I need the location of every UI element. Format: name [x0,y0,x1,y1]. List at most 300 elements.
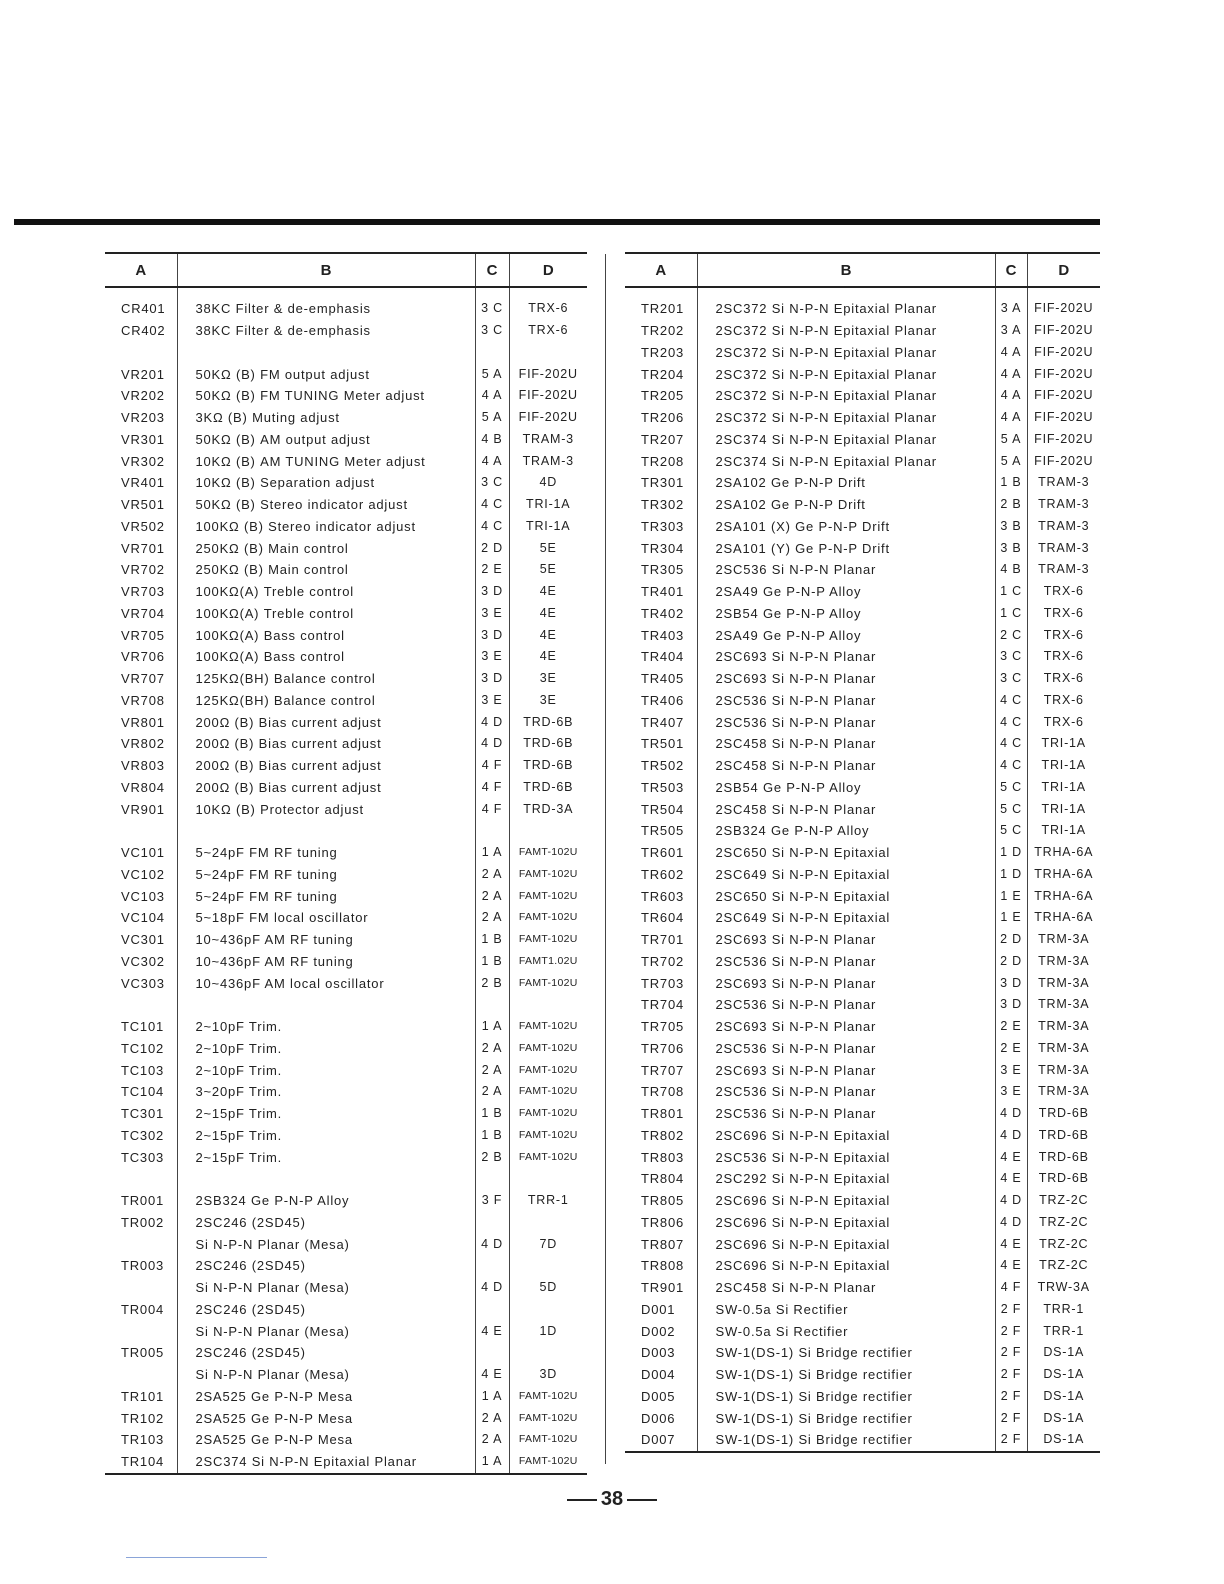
location-cell: 3 C [995,668,1027,690]
location-cell: 4 D [475,733,509,755]
ref-cell: TR202 [641,323,685,339]
top-rule [14,219,1100,225]
table-row [105,1168,587,1190]
desc-cell: 2SC246 (2SD45) [177,1255,475,1277]
desc-cell: 2SC693 Si N-P-N Planar [697,646,995,668]
table-row [105,972,587,994]
board-cell: FIF-202U [509,385,587,407]
board-cell: TRI-1A [509,494,587,516]
table-row [625,929,1100,951]
board-cell: FAMT-102U [509,1059,587,1081]
ref-cell: TR708 [641,1084,685,1100]
page-number [0,1488,1224,1511]
table-row [625,581,1100,603]
table-row [625,1168,1100,1190]
board-cell: TRAM-3 [1027,537,1100,559]
ref-cell: TC101 [121,1019,165,1035]
ref-cell [105,1364,177,1386]
board-cell: TRM-3A [1027,972,1100,994]
board-cell: TRM-3A [1027,1059,1100,1081]
desc-cell: 10KΩ (B) Separation adjust [177,472,475,494]
board-cell: FAMT-102U [509,885,587,907]
header-d: D [1027,253,1100,287]
board-cell: TRX-6 [509,320,587,342]
board-cell: TRR-1 [509,1190,587,1212]
location-cell: 3 D [995,972,1027,994]
desc-cell: 100KΩ(A) Treble control [177,581,475,603]
ref-cell: TR403 [641,627,685,643]
desc-cell: 250KΩ (B) Main control [177,537,475,559]
location-cell: 1 E [995,907,1027,929]
location-cell: 4 F [475,755,509,777]
location-cell: 4 B [995,559,1027,581]
board-cell: FIF-202U [1027,363,1100,385]
board-cell: DS-1A [1027,1429,1100,1452]
board-cell: TRX-6 [1027,711,1100,733]
board-cell: TRR-1 [1027,1299,1100,1321]
ref-cell [105,1277,177,1299]
table-row [105,690,587,712]
desc-cell: 2SC458 Si N-P-N Planar [697,1277,995,1299]
table-row [105,755,587,777]
desc-cell: 2SA525 Ge P-N-P Mesa [177,1429,475,1451]
table-row [625,1342,1100,1364]
board-cell [509,1299,587,1321]
desc-cell: 2SC693 Si N-P-N Planar [697,668,995,690]
board-cell: FAMT-102U [509,1451,587,1474]
board-cell: 4E [509,624,587,646]
table-row [625,1059,1100,1081]
desc-cell: 2~15pF Trim. [177,1103,475,1125]
board-cell: TRAM-3 [509,429,587,451]
location-cell: 4 E [475,1320,509,1342]
ref-cell: TR203 [641,344,685,360]
board-cell: 4D [509,472,587,494]
table-row [625,668,1100,690]
desc-cell: 200Ω (B) Bias current adjust [177,711,475,733]
table-row [105,1451,587,1474]
location-cell: 4 D [475,711,509,733]
table-row [625,624,1100,646]
board-cell: FIF-202U [1027,450,1100,472]
location-cell: 1 D [995,842,1027,864]
table-row [625,755,1100,777]
ref-cell: D004 [641,1367,676,1383]
location-cell: 4 E [995,1255,1027,1277]
table-row [625,516,1100,538]
location-cell: 5 A [475,363,509,385]
desc-cell: 5~18pF FM local oscillator [177,907,475,929]
location-cell: 4 A [475,450,509,472]
board-cell: TRI-1A [1027,820,1100,842]
ref-cell: TR705 [641,1019,685,1035]
desc-cell: SW-0.5a Si Rectifier [697,1299,995,1321]
ref-cell: TR204 [641,366,685,382]
table-row [625,1190,1100,1212]
desc-cell [177,994,475,1016]
table-row [105,1364,587,1386]
location-cell: 4 F [995,1277,1027,1299]
board-cell: DS-1A [1027,1342,1100,1364]
location-cell: 1 B [475,1103,509,1125]
table-row [105,820,587,842]
table-row [625,1125,1100,1147]
desc-cell: SW-1(DS-1) Si Bridge rectifier [697,1342,995,1364]
desc-cell: 50KΩ (B) FM output adjust [177,363,475,385]
board-cell: TRAM-3 [1027,494,1100,516]
ref-cell: TC102 [121,1040,165,1056]
board-cell: 5E [509,559,587,581]
ref-cell: TR201 [641,301,685,317]
board-cell: TRD-6B [1027,1103,1100,1125]
desc-cell: 2SB324 Ge P-N-P Alloy [177,1190,475,1212]
board-cell: FIF-202U [1027,385,1100,407]
board-cell: TRAM-3 [509,450,587,472]
table-row [105,885,587,907]
ref-cell: TC104 [121,1084,165,1100]
board-cell: TRZ-2C [1027,1233,1100,1255]
desc-cell: 2SA101 (Y) Ge P-N-P Drift [697,537,995,559]
table-row [105,581,587,603]
location-cell: 4 A [995,385,1027,407]
location-cell: 2 A [475,1407,509,1429]
board-cell: TRX-6 [1027,690,1100,712]
location-cell: 4 E [475,1364,509,1386]
ref-cell: D007 [625,1429,697,1452]
table-row [625,1320,1100,1342]
desc-cell: SW-1(DS-1) Si Bridge rectifier [697,1386,995,1408]
board-cell [509,1168,587,1190]
location-cell [475,1342,509,1364]
table-row [625,1429,1100,1452]
desc-cell: 2SC696 Si N-P-N Epitaxial [697,1190,995,1212]
board-cell: 5D [509,1277,587,1299]
ref-cell: TR602 [641,866,685,882]
header-b: B [177,253,475,287]
table-row [105,1190,587,1212]
desc-cell: 50KΩ (B) AM output adjust [177,429,475,451]
table-row [105,320,587,342]
table-row [105,407,587,429]
board-cell: FIF-202U [509,407,587,429]
desc-cell: 2SC693 Si N-P-N Planar [697,972,995,994]
location-cell: 3 D [475,581,509,603]
location-cell: 2 F [995,1299,1027,1321]
table-row [625,711,1100,733]
location-cell: 2 B [995,494,1027,516]
location-cell: 1 B [475,1125,509,1147]
location-cell: 1 B [475,929,509,951]
table-row [625,733,1100,755]
location-cell [475,1299,509,1321]
ref-cell: TR603 [641,888,685,904]
table-row [105,929,587,951]
location-cell: 2 A [475,1038,509,1060]
ref-cell: VR302 [121,453,165,469]
desc-cell: 10KΩ (B) AM TUNING Meter adjust [177,450,475,472]
board-cell: TRD-6B [1027,1168,1100,1190]
location-cell: 1 D [995,864,1027,886]
table-row [625,320,1100,342]
table-row [625,820,1100,842]
location-cell: 3 D [995,994,1027,1016]
location-cell: 4 D [995,1125,1027,1147]
location-cell [475,1255,509,1277]
board-cell: TRX-6 [1027,624,1100,646]
table-row [105,624,587,646]
ref-cell: VC301 [121,932,165,948]
location-cell: 3 B [995,516,1027,538]
desc-cell: 2SC536 Si N-P-N Planar [697,1081,995,1103]
desc-cell: 2SC536 Si N-P-N Planar [697,1038,995,1060]
table-row [105,1429,587,1451]
ref-cell: TR901 [641,1280,685,1296]
location-cell: 4 F [475,777,509,799]
desc-cell: 2SA49 Ge P-N-P Alloy [697,624,995,646]
table-row [625,407,1100,429]
location-cell: 4 B [475,429,509,451]
board-cell: TRHA-6A [1027,907,1100,929]
board-cell: FIF-202U [1027,429,1100,451]
location-cell: 4 A [995,363,1027,385]
ref-cell: VC101 [121,845,165,861]
desc-cell: 2SC372 Si N-P-N Epitaxial Planar [697,363,995,385]
ref-cell [105,342,177,364]
table-row [625,1386,1100,1408]
board-cell [509,342,587,364]
table-row [105,1103,587,1125]
board-cell: TRD-6B [509,755,587,777]
location-cell: 5 A [475,407,509,429]
ref-cell: TR802 [641,1127,685,1143]
location-cell: 2 A [475,907,509,929]
desc-cell: 2SC696 Si N-P-N Epitaxial [697,1212,995,1234]
desc-cell: 200Ω (B) Bias current adjust [177,755,475,777]
location-cell: 2 F [995,1407,1027,1429]
ref-cell: TR405 [641,671,685,687]
table-row [105,668,587,690]
location-cell: 4 C [475,494,509,516]
table-row [105,646,587,668]
table-row [105,951,587,973]
desc-cell: 2SC536 Si N-P-N Planar [697,711,995,733]
ref-cell: TR808 [641,1258,685,1274]
table-row [105,537,587,559]
desc-cell: 10KΩ (B) Protector adjust [177,798,475,820]
desc-cell: 2SA101 (X) Ge P-N-P Drift [697,516,995,538]
desc-cell: 2SC536 Si N-P-N Planar [697,559,995,581]
desc-cell: 2~15pF Trim. [177,1125,475,1147]
desc-cell: 2SC458 Si N-P-N Planar [697,733,995,755]
board-cell: TRD-6B [1027,1146,1100,1168]
table-row [105,907,587,929]
location-cell: 3 A [995,320,1027,342]
ref-cell: TR102 [121,1410,165,1426]
header-d: D [509,253,587,287]
board-cell: 3E [509,690,587,712]
location-cell: 2 D [995,951,1027,973]
ref-cell: D001 [641,1301,676,1317]
table-row [105,603,587,625]
ref-cell: TC301 [121,1106,165,1122]
ref-cell: TC303 [121,1149,165,1165]
location-cell [475,1168,509,1190]
board-cell: DS-1A [1027,1407,1100,1429]
table-row [625,1407,1100,1429]
desc-cell: 3~20pF Trim. [177,1081,475,1103]
ref-cell: VR901 [121,801,165,817]
board-cell: 5E [509,537,587,559]
board-cell: TRM-3A [1027,1038,1100,1060]
location-cell: 5 C [995,777,1027,799]
ref-cell: TR101 [121,1388,165,1404]
header-c: C [995,253,1027,287]
location-cell: 3 E [475,690,509,712]
board-cell: 4E [509,581,587,603]
table-row [105,363,587,385]
location-cell: 3 E [475,603,509,625]
table-row [625,951,1100,973]
ref-cell: TR301 [641,475,685,491]
board-cell: TRR-1 [1027,1320,1100,1342]
board-cell: FIF-202U [509,363,587,385]
desc-cell: 2~15pF Trim. [177,1146,475,1168]
board-cell: DS-1A [1027,1364,1100,1386]
location-cell: 1 C [995,581,1027,603]
table-row [105,1038,587,1060]
desc-cell: 50KΩ (B) Stereo indicator adjust [177,494,475,516]
ref-cell [105,820,177,842]
ref-cell: TR205 [641,388,685,404]
desc-cell: 38KC Filter & de-emphasis [177,287,475,320]
desc-cell: 2SC693 Si N-P-N Planar [697,929,995,951]
desc-cell: 200Ω (B) Bias current adjust [177,733,475,755]
location-cell: 4 F [475,798,509,820]
location-cell: 5 A [995,450,1027,472]
desc-cell: 10~436pF AM RF tuning [177,951,475,973]
board-cell: FAMT-102U [509,1407,587,1429]
board-cell [509,1212,587,1234]
board-cell: FAMT-102U [509,1125,587,1147]
ref-cell: TR501 [641,736,685,752]
location-cell [475,1212,509,1234]
board-cell: TRAM-3 [1027,516,1100,538]
dash-left [567,1499,597,1501]
ref-cell: VR803 [121,758,165,774]
desc-cell: 2SC649 Si N-P-N Epitaxial [697,864,995,886]
table-row [105,559,587,581]
desc-cell: SW-0.5a Si Rectifier [697,1320,995,1342]
table-row [105,842,587,864]
ref-cell: TR505 [641,823,685,839]
ref-cell: VR702 [121,562,165,578]
desc-cell: 2SA102 Ge P-N-P Drift [697,494,995,516]
table-row [625,472,1100,494]
location-cell: 2 F [995,1429,1027,1452]
ref-cell: TR004 [121,1301,165,1317]
ref-cell: VR707 [121,671,165,687]
desc-cell: 5~24pF FM RF tuning [177,864,475,886]
location-cell [475,820,509,842]
board-cell: 3E [509,668,587,690]
table-header-row [625,253,1100,287]
board-cell [509,1342,587,1364]
board-cell: FAMT-102U [509,842,587,864]
location-cell: 2 A [475,864,509,886]
location-cell: 2 F [995,1342,1027,1364]
desc-cell: 200Ω (B) Bias current adjust [177,777,475,799]
board-cell: TRZ-2C [1027,1190,1100,1212]
board-cell: FAMT-102U [509,1081,587,1103]
table-row [625,777,1100,799]
location-cell: 4 E [995,1233,1027,1255]
board-cell: TRX-6 [509,287,587,320]
desc-cell: 2SC536 Si N-P-N Planar [697,951,995,973]
board-cell: 1D [509,1320,587,1342]
desc-cell: SW-1(DS-1) Si Bridge rectifier [697,1364,995,1386]
location-cell: 3 E [995,1059,1027,1081]
header-b: B [697,253,995,287]
board-cell: TRX-6 [1027,603,1100,625]
table-row [105,516,587,538]
ref-cell: TR404 [641,649,685,665]
ref-cell: TR208 [641,453,685,469]
location-cell: 2 B [475,1146,509,1168]
table-row [625,494,1100,516]
desc-cell: 38KC Filter & de-emphasis [177,320,475,342]
table-row [105,494,587,516]
location-cell: 2 E [995,1038,1027,1060]
table-row [105,472,587,494]
ref-cell: TR803 [641,1149,685,1165]
location-cell: 4 A [475,385,509,407]
board-cell: FAMT-102U [509,1103,587,1125]
board-cell: TRD-6B [509,733,587,755]
table-row [625,907,1100,929]
ref-cell: TR207 [641,431,685,447]
location-cell: 1 A [475,842,509,864]
board-cell: TRM-3A [1027,1016,1100,1038]
ref-cell: VR708 [121,692,165,708]
location-cell: 4 E [995,1146,1027,1168]
board-cell: TRW-3A [1027,1277,1100,1299]
board-cell: TRD-6B [509,777,587,799]
location-cell: 1 B [475,951,509,973]
board-cell: 3D [509,1364,587,1386]
desc-cell: 2SA525 Ge P-N-P Mesa [177,1386,475,1408]
desc-cell: 2SA102 Ge P-N-P Drift [697,472,995,494]
ref-cell: CR402 [121,323,166,339]
location-cell: 3 E [475,646,509,668]
location-cell: 2 A [475,885,509,907]
ref-cell: TR601 [641,845,685,861]
desc-cell: 2SC246 (2SD45) [177,1212,475,1234]
table-row [105,1255,587,1277]
board-cell: FIF-202U [1027,342,1100,364]
table-row [105,1299,587,1321]
table-row [625,798,1100,820]
ref-cell: TR804 [641,1171,685,1187]
location-cell: 3 C [475,320,509,342]
location-cell: 1 A [475,1386,509,1408]
board-cell: TRM-3A [1027,951,1100,973]
location-cell: 4 E [995,1168,1027,1190]
location-cell: 4 D [475,1277,509,1299]
ref-cell: TR703 [641,975,685,991]
board-cell: TRHA-6A [1027,864,1100,886]
table-row [625,429,1100,451]
ref-cell: TR502 [641,758,685,774]
